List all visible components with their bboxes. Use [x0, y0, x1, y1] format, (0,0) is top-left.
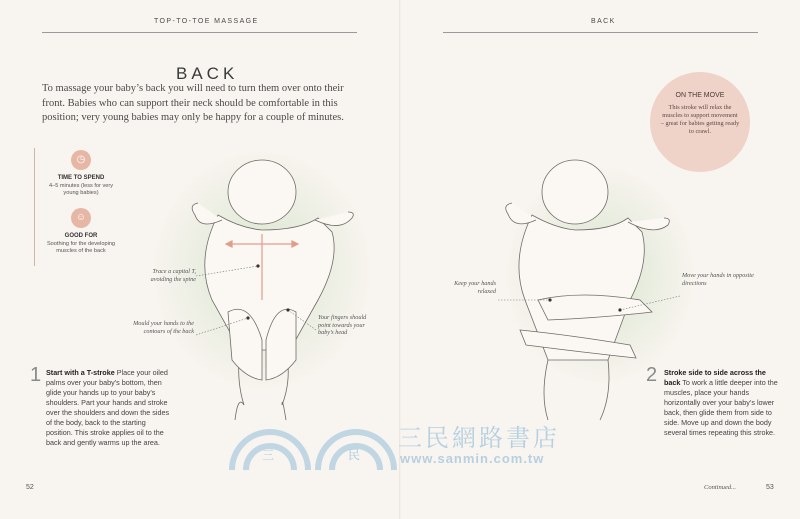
time-label: TIME TO SPEND [57, 175, 105, 181]
annotation-trace: Trace a capital T, avoiding the spine [150, 268, 196, 283]
step-2-body: To work a little deeper into the muscles, place your hands horizontally over your baby’s lower back, then glide them from side to side. Move up and down the body several times repeating this stroke. [664, 378, 778, 437]
time-text: 4–5 minutes (less for very young babies) [48, 183, 114, 196]
running-head-left: TOP-TO-TOE MASSAGE [154, 18, 259, 25]
continued-label: Continued... [704, 484, 736, 491]
watermark-char-left: 三 [262, 448, 275, 462]
watermark-chinese: 三民網路書店 [398, 425, 560, 452]
watermark-url: www.sanmin.com.tw [400, 451, 545, 466]
annotation-mould: Mould your hands to the contours of the back [133, 320, 194, 335]
smile-icon: ☺ [71, 208, 91, 228]
clock-icon: ◷ [71, 150, 91, 170]
annotation-fingers: Your fingers should point towards your baby’s head [318, 314, 367, 337]
annotation-opposite: Move your hands in opposite directions [682, 272, 754, 287]
step-2-heading: Stroke side to side across the back [664, 368, 766, 387]
good-for-text: Soothing for the developing muscles of the back [46, 241, 116, 254]
on-the-move-text: This stroke will relax the muscles to support movement – great for babies getting ready to crawl. [660, 104, 740, 135]
on-the-move-heading: ON THE MOVE [675, 92, 725, 99]
step-1-heading: Start with a T-stroke [46, 368, 115, 377]
step-number-2: 2 [646, 364, 658, 386]
annotation-relaxed: Keep your hands relaxed [454, 280, 496, 295]
step-1-body: Place your oiled palms over your baby’s bottom, then glide your hands up to your baby’s shoulders. Part your hands and stroke over the shoulders and down the sides of the body, back to the starting position. This stroke applies oil to the back and gently warms up the area. [46, 368, 170, 447]
page-title: BACK [176, 64, 239, 83]
page-number-left: 52 [26, 484, 34, 491]
watermark-char-right: 民 [348, 448, 361, 462]
page-number-right: 53 [766, 484, 774, 491]
running-head-right: BACK [591, 18, 616, 25]
good-for-label: GOOD FOR [64, 233, 98, 239]
step-number-1: 1 [30, 364, 42, 386]
intro-paragraph: To massage your baby’s back you will need to turn them over onto their front. Babies who can support their neck should be comfortable in this position; very young babies may only be happy for a couple of minutes. [42, 83, 344, 123]
